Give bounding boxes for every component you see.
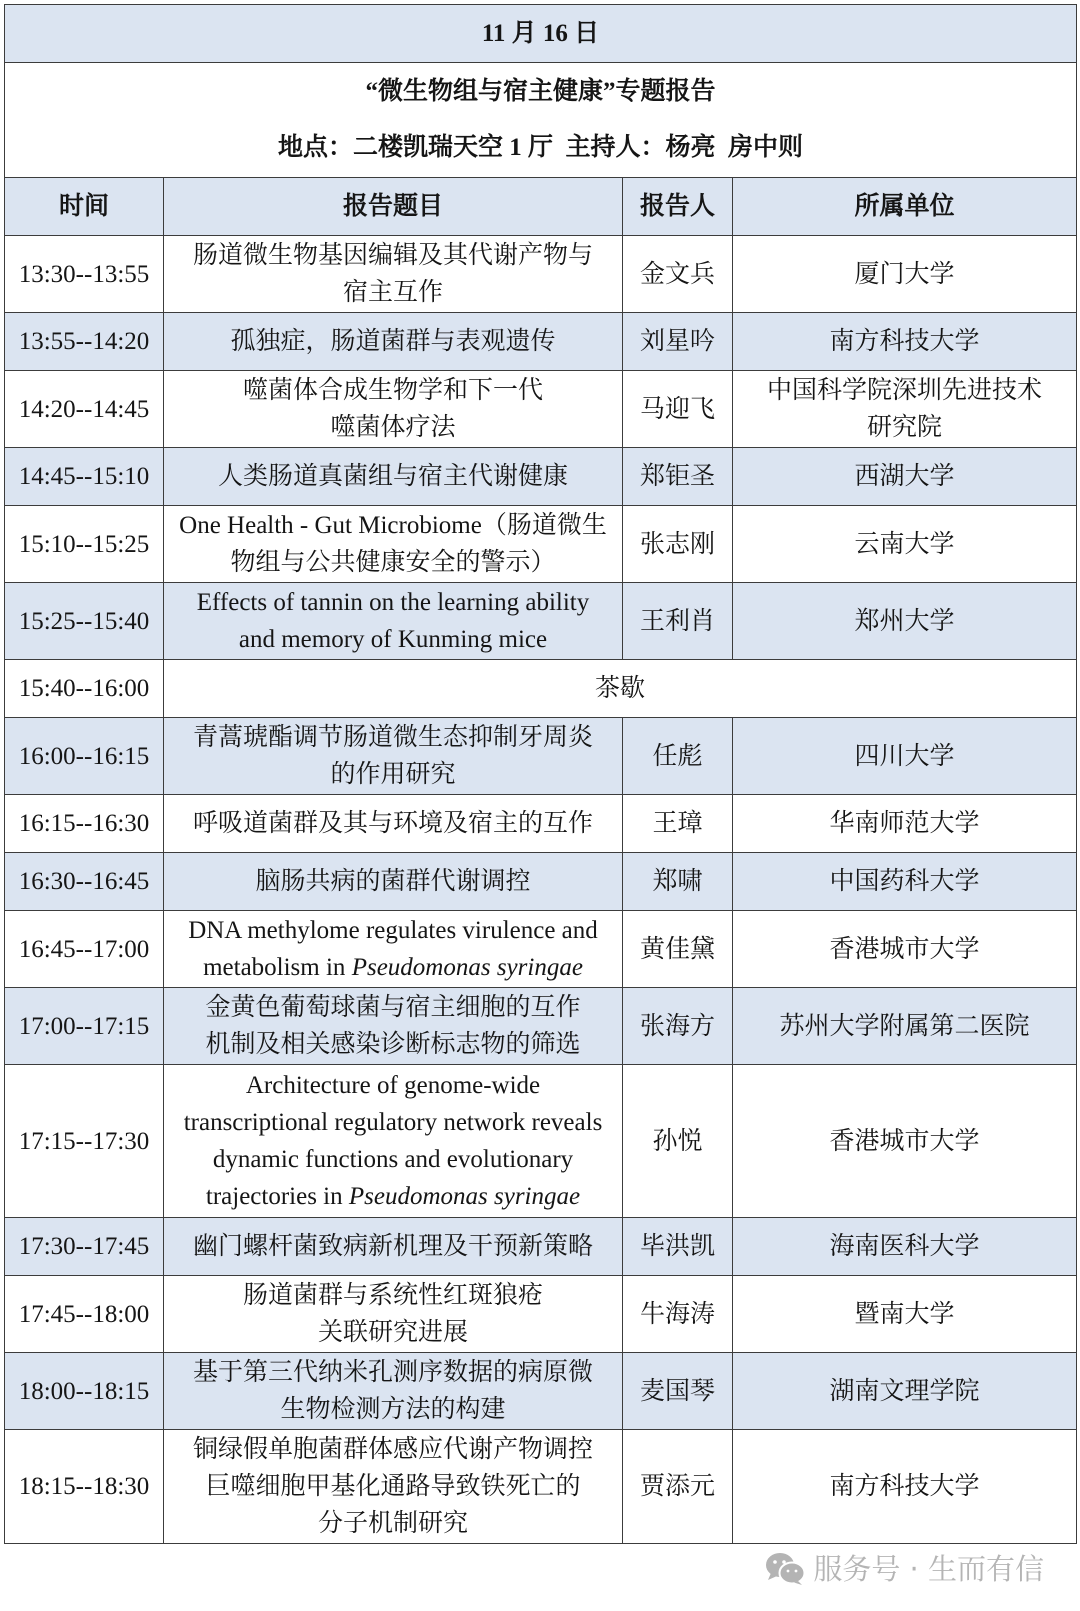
column-header-title: 报告题目 bbox=[164, 178, 623, 236]
session-header bbox=[5, 63, 1077, 178]
speaker-cell: 牛海涛 bbox=[623, 1276, 733, 1353]
title-cell bbox=[164, 1065, 623, 1218]
time-cell: 15:10--15:25 bbox=[5, 506, 164, 583]
time-cell: 17:45--18:00 bbox=[5, 1276, 164, 1353]
affiliation-cell: 郑州大学 bbox=[733, 583, 1077, 660]
affiliation-cell: 苏州大学附属第二医院 bbox=[733, 988, 1077, 1065]
time-cell: 16:00--16:15 bbox=[5, 718, 164, 795]
time-cell: 15:25--15:40 bbox=[5, 583, 164, 660]
schedule-row bbox=[5, 448, 1077, 506]
schedule-row bbox=[5, 371, 1077, 448]
time-cell: 13:55--14:20 bbox=[5, 313, 164, 371]
schedule-row bbox=[5, 236, 1077, 313]
speaker-cell: 郑钜圣 bbox=[623, 448, 733, 506]
title-italic-text: Pseudomonas syringae bbox=[348, 1183, 581, 1210]
speaker-cell: 刘星吟 bbox=[623, 313, 733, 371]
title-text: 呼吸道菌群及其与环境及宿主的互作 bbox=[192, 810, 593, 837]
time-cell: 17:00--17:15 bbox=[5, 988, 164, 1065]
speaker-cell: 麦国琴 bbox=[623, 1353, 733, 1430]
time-cell: 14:45--15:10 bbox=[5, 448, 164, 506]
title-cell bbox=[164, 911, 623, 988]
title-text: 幽门螺杆菌致病新机理及干预新策略 bbox=[192, 1233, 593, 1260]
affiliation-cell: 湖南文理学院 bbox=[733, 1353, 1077, 1430]
speaker-cell: 张海方 bbox=[623, 988, 733, 1065]
title-text: 人类肠道真菌组与宿主代谢健康 bbox=[217, 463, 568, 490]
time-cell: 18:00--18:15 bbox=[5, 1353, 164, 1430]
title-text: 肠道菌群与系统性红斑狼疮 关联研究进展 bbox=[242, 1282, 543, 1346]
affiliation-cell: 中国药科大学 bbox=[733, 853, 1077, 911]
title-text: 金黄色葡萄球菌与宿主细胞的互作 机制及相关感染诊断标志物的筛选 bbox=[205, 994, 581, 1058]
affiliation-cell: 西湖大学 bbox=[733, 448, 1077, 506]
title-cell bbox=[164, 1353, 623, 1430]
session-title: “微生物组与宿主健康”专题报告 bbox=[365, 78, 716, 105]
break-row bbox=[5, 660, 1077, 718]
affiliation-cell: 云南大学 bbox=[733, 506, 1077, 583]
column-header-speaker: 报告人 bbox=[623, 178, 733, 236]
title-text: 噬菌体合成生物学和下一代 噬菌体疗法 bbox=[242, 377, 543, 441]
affiliation-cell: 香港城市大学 bbox=[733, 911, 1077, 988]
column-header-time: 时间 bbox=[5, 178, 164, 236]
column-header-row bbox=[5, 178, 1077, 236]
schedule-row bbox=[5, 1353, 1077, 1430]
time-cell: 16:45--17:00 bbox=[5, 911, 164, 988]
schedule-row bbox=[5, 911, 1077, 988]
schedule-row bbox=[5, 853, 1077, 911]
affiliation-cell: 四川大学 bbox=[733, 718, 1077, 795]
title-cell bbox=[164, 371, 623, 448]
affiliation-cell: 南方科技大学 bbox=[733, 313, 1077, 371]
title-cell bbox=[164, 988, 623, 1065]
schedule-date: 11 月 16 日 bbox=[5, 5, 1077, 63]
watermark bbox=[765, 1551, 1044, 1587]
schedule-row bbox=[5, 1065, 1077, 1218]
speaker-cell: 郑啸 bbox=[623, 853, 733, 911]
title-cell bbox=[164, 853, 623, 911]
schedule-row bbox=[5, 1276, 1077, 1353]
affiliation-cell: 海南医科大学 bbox=[733, 1218, 1077, 1276]
time-cell: 17:30--17:45 bbox=[5, 1218, 164, 1276]
schedule-row bbox=[5, 1218, 1077, 1276]
speaker-cell: 毕洪凯 bbox=[623, 1218, 733, 1276]
title-cell bbox=[164, 236, 623, 313]
title-text: 青蒿琥酯调节肠道微生态抑制牙周炎 的作用研究 bbox=[192, 724, 593, 788]
schedule-row bbox=[5, 313, 1077, 371]
title-text: Effects of tannin on the learning ability and memory of Kunming mice bbox=[196, 589, 590, 653]
title-text: Architecture of genome-wide transcriptional regulatory network reveals dynamic functions and evolutionary trajectories in bbox=[183, 1072, 603, 1210]
speaker-cell: 马迎飞 bbox=[623, 371, 733, 448]
title-cell bbox=[164, 1276, 623, 1353]
speaker-cell: 任彪 bbox=[623, 718, 733, 795]
speaker-cell: 孙悦 bbox=[623, 1065, 733, 1218]
speaker-cell: 张志刚 bbox=[623, 506, 733, 583]
schedule-row bbox=[5, 583, 1077, 660]
title-text: DNA methylome regulates virulence and metabolism in bbox=[188, 917, 598, 981]
title-cell bbox=[164, 313, 623, 371]
affiliation-cell: 华南师范大学 bbox=[733, 795, 1077, 853]
title-text: One Health - Gut Microbiome（肠道微生 物组与公共健康安全的警示） bbox=[179, 512, 607, 576]
affiliation-cell: 厦门大学 bbox=[733, 236, 1077, 313]
schedule-row bbox=[5, 795, 1077, 853]
schedule-row bbox=[5, 718, 1077, 795]
break-cell: 茶歇 bbox=[164, 660, 1077, 718]
date-row bbox=[5, 5, 1077, 63]
time-cell: 15:40--16:00 bbox=[5, 660, 164, 718]
schedule-row bbox=[5, 1430, 1077, 1544]
title-cell bbox=[164, 506, 623, 583]
title-cell bbox=[164, 1218, 623, 1276]
title-text: 铜绿假单胞菌群体感应代谢产物调控 巨噬细胞甲基化通路导致铁死亡的 分子机制研究 bbox=[192, 1436, 593, 1537]
session-row bbox=[5, 63, 1077, 178]
schedule-body bbox=[5, 236, 1077, 1544]
wechat-icon bbox=[765, 1552, 805, 1586]
speaker-cell: 贾添元 bbox=[623, 1430, 733, 1544]
speaker-cell: 王利肖 bbox=[623, 583, 733, 660]
title-text: 肠道微生物基因编辑及其代谢产物与 宿主互作 bbox=[192, 242, 593, 306]
title-cell bbox=[164, 718, 623, 795]
time-cell: 14:20--14:45 bbox=[5, 371, 164, 448]
speaker-cell: 金文兵 bbox=[623, 236, 733, 313]
title-italic-text: Pseudomonas syringae bbox=[351, 954, 583, 981]
time-cell: 16:15--16:30 bbox=[5, 795, 164, 853]
column-header-affiliation: 所属单位 bbox=[733, 178, 1077, 236]
title-cell bbox=[164, 448, 623, 506]
title-cell bbox=[164, 583, 623, 660]
title-text: 基于第三代纳米孔测序数据的病原微 生物检测方法的构建 bbox=[192, 1359, 593, 1423]
speaker-cell: 黄佳黛 bbox=[623, 911, 733, 988]
schedule-table bbox=[4, 4, 1077, 1544]
session-venue: 地点：二楼凯瑞天空 1 厅 主持人：杨亮 房中则 bbox=[277, 134, 803, 161]
time-cell: 16:30--16:45 bbox=[5, 853, 164, 911]
title-text: 脑肠共病的菌群代谢调控 bbox=[255, 868, 531, 895]
title-text: 孤独症，肠道菌群与表观遗传 bbox=[230, 328, 556, 355]
speaker-cell: 王璋 bbox=[623, 795, 733, 853]
watermark-label: 服务号 · 生而有信 bbox=[813, 1552, 1044, 1586]
affiliation-cell: 暨南大学 bbox=[733, 1276, 1077, 1353]
schedule-row bbox=[5, 506, 1077, 583]
title-cell bbox=[164, 1430, 623, 1544]
time-cell: 13:30--13:55 bbox=[5, 236, 164, 313]
title-cell bbox=[164, 795, 623, 853]
affiliation-cell: 南方科技大学 bbox=[733, 1430, 1077, 1544]
affiliation-cell: 中国科学院深圳先进技术 研究院 bbox=[733, 371, 1077, 448]
time-cell: 18:15--18:30 bbox=[5, 1430, 164, 1544]
schedule-row bbox=[5, 988, 1077, 1065]
affiliation-cell: 香港城市大学 bbox=[733, 1065, 1077, 1218]
time-cell: 17:15--17:30 bbox=[5, 1065, 164, 1218]
